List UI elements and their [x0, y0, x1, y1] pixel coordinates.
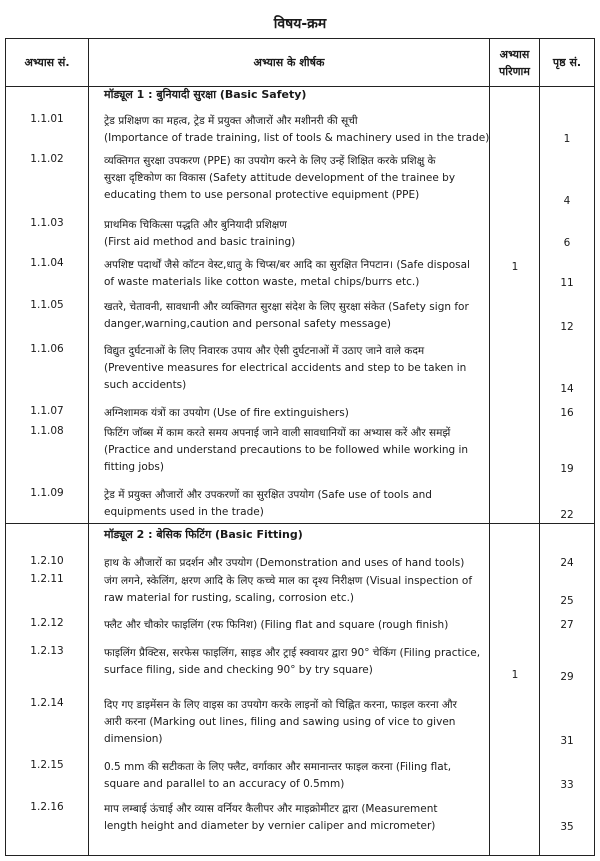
exercise-number: 1.2.11 [30, 573, 64, 585]
column-divider [88, 39, 89, 855]
exercise-title-line: जंग लगने, स्केलिंग, क्षरण आदि के लिए कच्चे माल का दृश्य निरीक्षण (Visual inspection of [104, 575, 473, 587]
page-number: 24 [560, 557, 574, 569]
exercise-title [104, 217, 490, 251]
header-outcome [490, 39, 539, 86]
module-title: मॉड्यूल 2 : बेसिक फिटिंग (Basic Fitting) [104, 528, 303, 541]
page-number: 1 [563, 133, 571, 145]
exercise-number: 1.1.09 [30, 487, 64, 499]
exercise-title-line: dimension) [104, 733, 163, 745]
exercise-title-line: विद्युत दुर्घटनाओं के लिए निवारक उपाय और ऐसी दुर्घटनाओं में उठाए जाने वाले कदम [104, 345, 425, 357]
exercise-title-line: educating them to use personal protective equipment (PPE) [104, 189, 420, 201]
header-page-no: पृष्ठ सं. [552, 56, 582, 69]
header-exercise-title: अभ्यास के शीर्षक [253, 56, 325, 69]
exercise-outcome: 1 [511, 669, 519, 681]
exercise-title-line: अग्निशामक यंत्रों का उपयोग (Use of fire extinguishers) [104, 407, 349, 419]
exercise-title-line: माप लम्बाई ऊंचाई और व्यास वर्नियर कैलीपर और माइक्रोमीटर द्वारा (Measurement [104, 803, 438, 815]
exercise-title-line: प्राथमिक चिकित्सा पद्धति और बुनियादी प्रशिक्षण [104, 219, 287, 231]
page-number: 14 [560, 383, 574, 395]
exercise-title-line: फ्लैट और चौकोर फाइलिंग (रफ फिनिश) (Filing flat and square (rough finish) [104, 619, 449, 631]
exercise-number: 1.2.14 [30, 697, 64, 709]
exercise-title-line: length height and diameter by vernier caliper and micrometer) [104, 820, 436, 832]
exercise-title [104, 645, 490, 679]
exercise-title-line: square and parallel to an accuracy of 0.5mm) [104, 778, 345, 790]
exercise-title-line: fitting jobs) [104, 461, 164, 473]
exercise-number: 1.1.01 [30, 113, 64, 125]
exercise-outcome: 1 [511, 261, 519, 273]
exercise-title-line: खतरे, चेतावनी, सावधानी और व्यक्तिगत सुरक्षा संदेश के लिए सुरक्षा संकेत (Safety sign for [104, 301, 469, 313]
exercise-title-line: such accidents) [104, 379, 187, 391]
exercise-number: 1.1.04 [30, 257, 64, 269]
page-number: 19 [560, 463, 574, 475]
exercise-title [104, 555, 490, 572]
exercise-number: 1.2.10 [30, 555, 64, 567]
module-separator [6, 523, 594, 524]
exercise-title [104, 153, 490, 204]
exercise-number: 1.1.08 [30, 425, 64, 437]
exercise-title-line: फाइलिंग प्रैक्टिस, सरफेस फाइलिंग, साइड और ट्राई स्क्वायर द्वारा 90° चेकिंग (Filing practice, [104, 647, 481, 659]
exercise-title-line: equipments used in the trade) [104, 506, 264, 518]
exercise-title [104, 299, 490, 333]
page-number: 16 [560, 407, 574, 419]
exercise-title-line: हाथ के औजारों का प्रदर्शन और उपयोग (Demonstration and uses of hand tools) [104, 557, 465, 569]
exercise-number: 1.2.13 [30, 645, 64, 657]
exercise-title-line: दिए गए डाइमेंसन के लिए वाइस का उपयोग करके लाइनों को चिह्नित करना, फाइल करना और [104, 699, 457, 711]
exercise-title-line: raw material for rusting, scaling, corrosion etc.) [104, 592, 355, 604]
exercise-title [104, 113, 490, 147]
page-title: विषय-क्रम [273, 16, 327, 32]
exercise-number: 1.1.07 [30, 405, 64, 417]
exercise-title [104, 617, 490, 634]
exercise-number: 1.2.16 [30, 801, 64, 813]
exercise-number: 1.1.02 [30, 153, 64, 165]
exercise-title [104, 801, 490, 835]
exercise-number: 1.2.12 [30, 617, 64, 629]
header-outcome-line1: अभ्यास [499, 47, 530, 61]
exercise-title [104, 697, 490, 748]
page-number: 6 [563, 237, 571, 249]
exercise-title-line: surface filing, side and checking 90° by try square) [104, 664, 373, 676]
exercise-title [104, 425, 490, 476]
header-outcome-line2: परिणाम [499, 64, 530, 78]
exercise-title [104, 487, 490, 521]
exercise-title-line: (Practice and understand precautions to be followed while working in [104, 444, 469, 456]
page-number: 27 [560, 619, 574, 631]
exercise-title-line: आरी करना (Marking out lines, filing and sawing using of vice to given [104, 716, 456, 728]
exercise-title [104, 405, 490, 422]
page-number: 29 [560, 671, 574, 683]
exercise-title [104, 759, 490, 793]
exercise-number: 1.1.03 [30, 217, 64, 229]
exercise-title-line: danger,warning,caution and personal safety message) [104, 318, 392, 330]
exercise-title-line: (First aid method and basic training) [104, 236, 296, 248]
exercise-number: 1.2.15 [30, 759, 64, 771]
exercise-number: 1.1.05 [30, 299, 64, 311]
exercise-title-line: अपशिष्ट पदार्थों जैसे कॉटन वेस्ट,धातु के चिप्स/बर आदि का सुरक्षित निपटान। (Safe disposal [104, 259, 470, 271]
exercise-title-line: फिटिंग जॉब्स में काम करते समय अपनाई जाने वाली सावधानियों का अभ्यास करें और समझें [104, 427, 451, 439]
page-number: 35 [560, 821, 574, 833]
exercise-title-line: व्यक्तिगत सुरक्षा उपकरण (PPE) का उपयोग करने के लिए उन्हें शिक्षित करके प्रशिक्षु के [104, 155, 436, 167]
exercise-title [104, 343, 490, 394]
exercise-title-line: ट्रेड में प्रयुक्त औजारों और उपकरणों का सुरक्षित उपयोग (Safe use of tools and [104, 489, 432, 501]
exercise-title-line: ट्रेड प्रशिक्षण का महत्व, ट्रेड में प्रयुक्त औजारों और मशीनरी की सूची [104, 115, 358, 127]
exercise-title-line: 0.5 mm की सटीकता के लिए फ्लैट, वर्गाकार और समानान्तर फाइल करना (Filing flat, [104, 761, 452, 773]
page-number: 22 [560, 509, 574, 521]
page-number: 11 [560, 277, 574, 289]
page-number: 12 [560, 321, 574, 333]
exercise-title [104, 573, 490, 607]
header-exercise-no: अभ्यास सं. [24, 56, 70, 69]
exercise-title-line: of waste materials like cotton waste, metal chips/burrs etc.) [104, 276, 420, 288]
exercise-number: 1.1.06 [30, 343, 64, 355]
page-number: 4 [563, 195, 571, 207]
page-number: 31 [560, 735, 574, 747]
page-number: 25 [560, 595, 574, 607]
exercise-title-line: (Importance of trade training, list of tools & machinery used in the trade) [104, 132, 490, 144]
exercise-title-line: (Preventive measures for electrical accidents and step to be taken in [104, 362, 467, 374]
contents-table [5, 38, 595, 856]
column-divider [539, 39, 540, 855]
module-title: मॉड्यूल 1 : बुनियादी सुरक्षा (Basic Safety) [104, 88, 307, 101]
page-number: 33 [560, 779, 574, 791]
exercise-title [104, 257, 490, 291]
exercise-title-line: सुरक्षा दृष्टिकोण का विकास (Safety attitude development of the trainee by [104, 172, 456, 184]
